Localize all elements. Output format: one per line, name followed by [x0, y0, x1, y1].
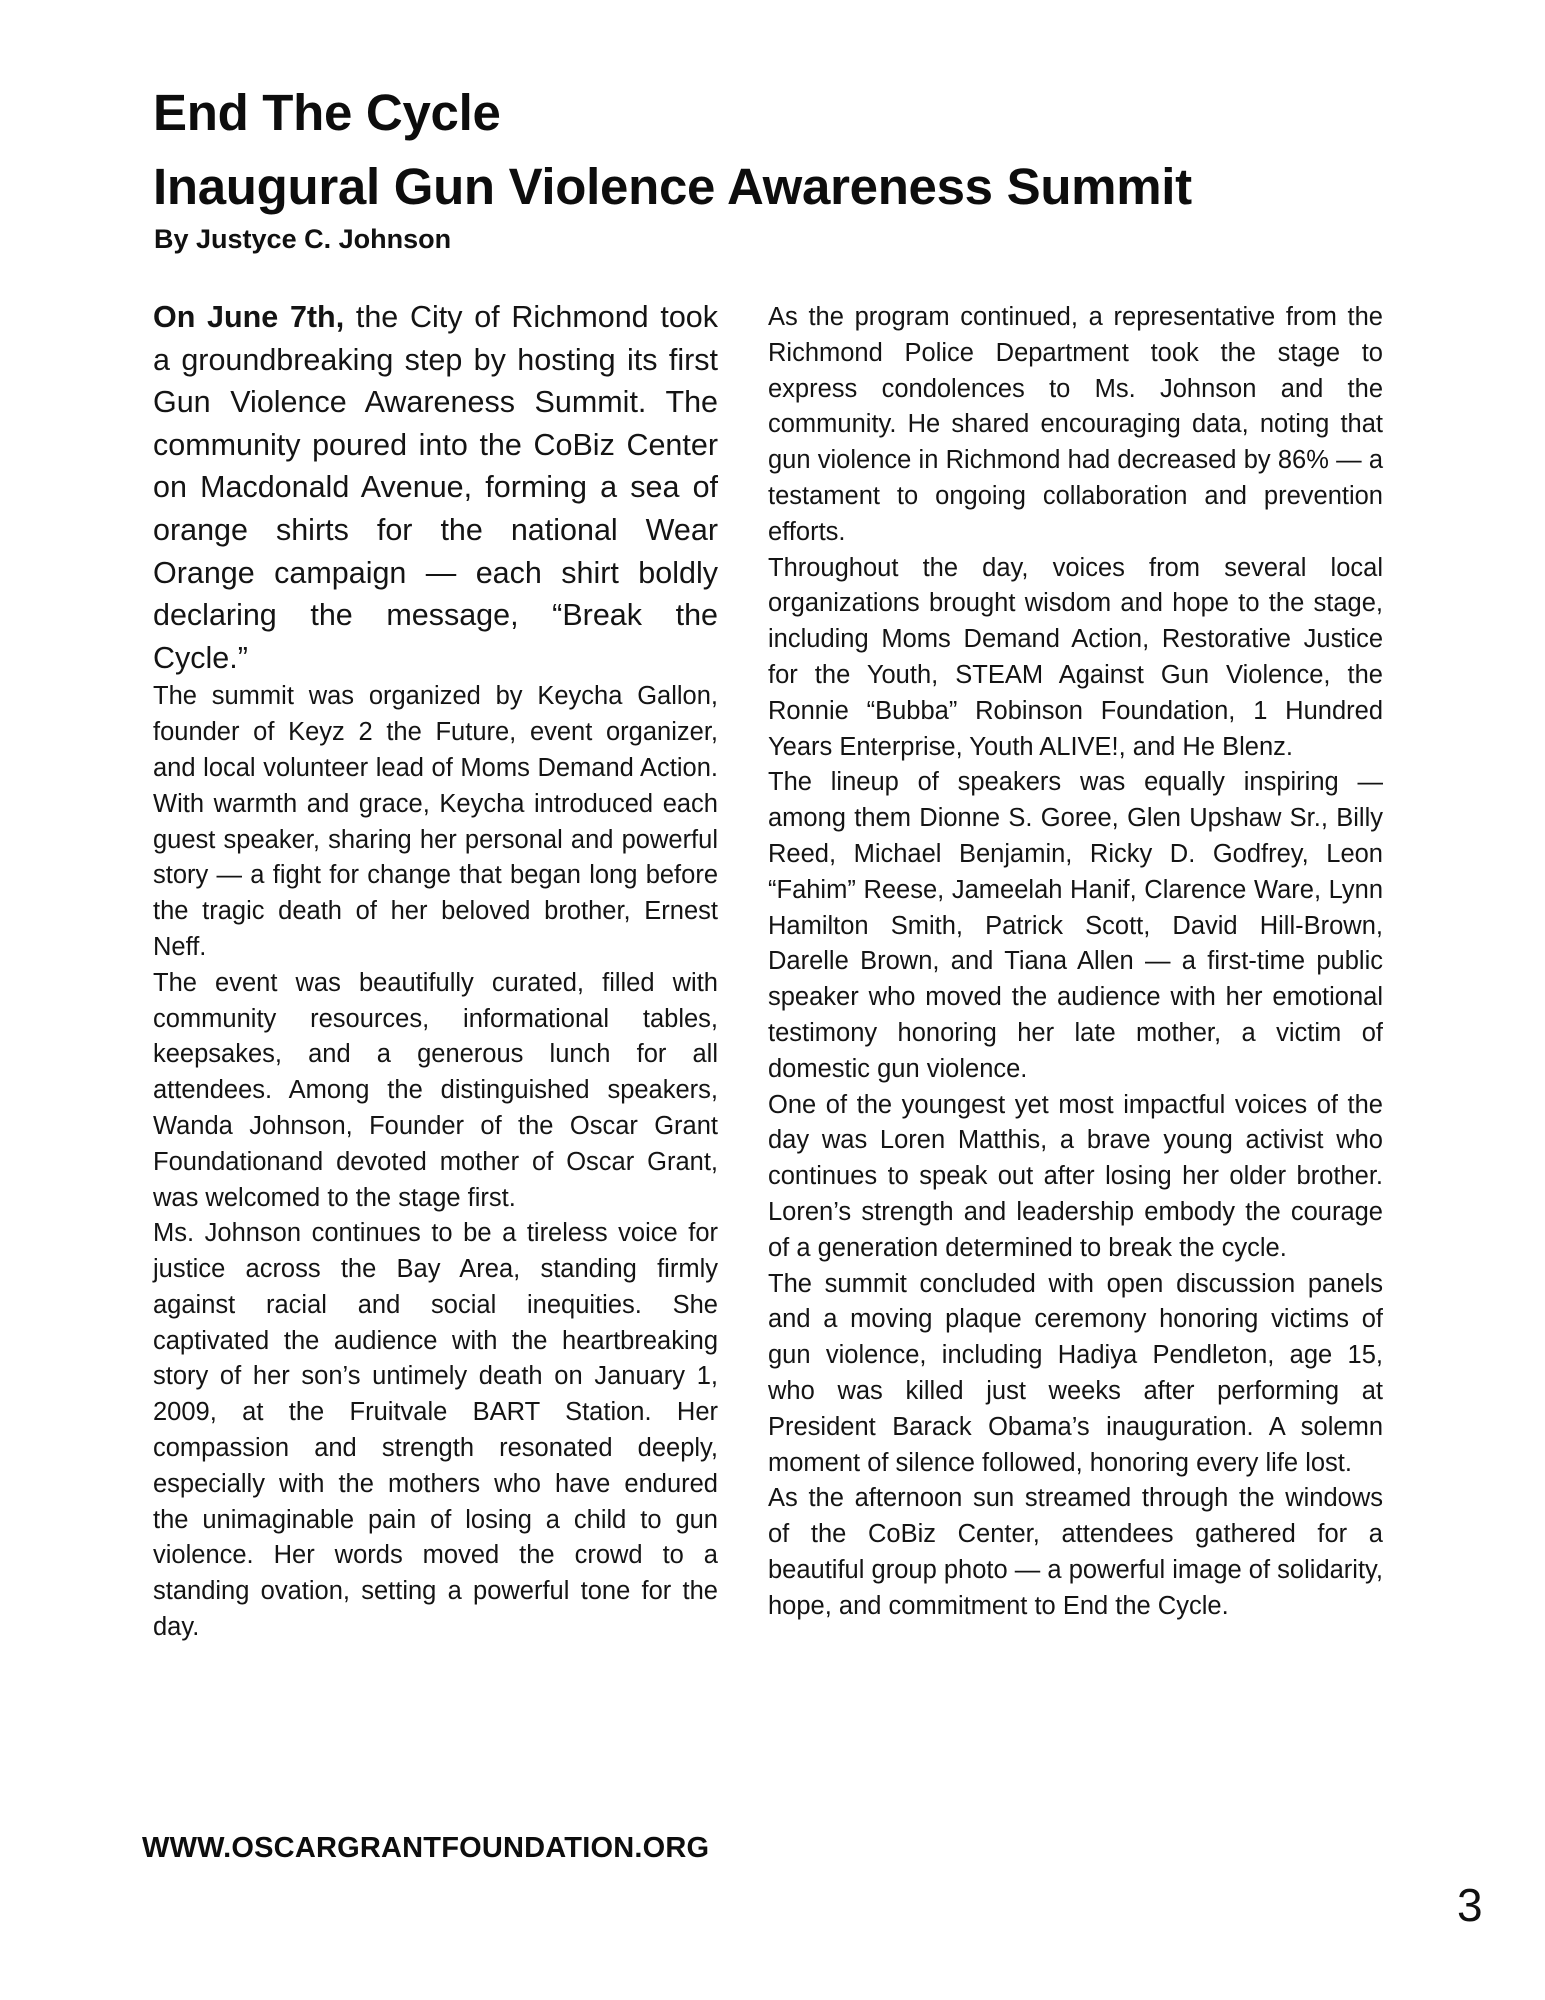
paragraph-loren: One of the youngest yet most impactful voices of the day was Loren Matthis, a brave young activist who continues to speak out after losing her older brother. Loren’s strength and leadership embody the courage of a generation determined to break the cycle. [768, 1090, 1383, 1262]
paragraph-conclusion: The summit concluded with open discussion panels and a moving plaque ceremony honoring victims of gun violence, including Hadiya Pendleton, age 15, who was killed just weeks after performing at President Barack Obama’s inauguration. A solemn moment of silence followed, honoring every life lost. [768, 1269, 1383, 1477]
page-number: 3 [1457, 1879, 1483, 1931]
right-column [768, 300, 1383, 1624]
left-column [153, 296, 718, 1646]
paragraph-organizations: Throughout the day, voices from several local organizations brought wisdom and hope to the stage, including Moms Demand Action, Restorative Justice for the Youth, STEAM Against Gun Violence, the Ronnie “Bubba” Robinson Foundation, 1 Hundred Years Enterprise, Youth ALIVE!, and He Blenz. [768, 553, 1383, 761]
article-title [153, 76, 1192, 224]
lead-text: the City of Richmond took a groundbreaking step by hosting its first Gun Violence Awareness Summit. The community poured into the CoBiz Center on Macdonald Avenue, forming a sea of orange shirts for the national Wear Orange campaign — each shirt boldly declaring the message, “Break the Cycle.” [153, 300, 718, 675]
paragraph-event: The event was beautifully curated, filled with community resources, informational tables, keepsakes, and a generous lunch for all attendees. Among the distinguished speakers, Wanda Johnson, Founder of the Oscar Grant Foundationand devoted mother of Oscar Grant, was welcomed to the stage first. [153, 968, 718, 1212]
byline: By Justyce C. Johnson [154, 224, 452, 254]
paragraph-speakers: The lineup of speakers was equally inspiring — among them Dionne S. Goree, Glen Upshaw Sr., Billy Reed, Michael Benjamin, Ricky D. Godfrey, Leon “Fahim” Reese, Jameelah Hanif, Clarence Ware, Lynn Hamilton Smith, Patrick Scott, David Hill-Brown, Darelle Brown, and Tiana Allen — a first-time public speaker who moved the audience with her emotional testimony honoring her late mother, a victim of domestic gun violence. [768, 768, 1383, 1083]
title-line-2: Inaugural Gun Violence Awareness Summit [153, 158, 1192, 215]
paragraph-group-photo: As the afternoon sun streamed through the windows of the CoBiz Center, attendees gathered for a beautiful group photo — a powerful image of solidarity, hope, and commitment to End the Cycle. [768, 1484, 1383, 1620]
paragraph-organizer: The summit was organized by Keycha Gallon, founder of Keyz 2 the Future, event organizer, and local volunteer lead of Moms Demand Action. With warmth and grace, Keycha introduced each guest speaker, sharing her personal and powerful story — a fight for change that began long before the tragic death of her beloved brother, Ernest Neff. [153, 682, 718, 961]
title-line-1: End The Cycle [153, 84, 501, 141]
paragraph-police: As the program continued, a representative from the Richmond Police Department took the stage to express condolences to Ms. Johnson and the community. He shared encouraging data, noting that gun violence in Richmond had decreased by 86% — a testament to ongoing collaboration and prevention efforts. [768, 303, 1383, 546]
footer-website: WWW.OSCARGRANTFOUNDATION.ORG [142, 1832, 710, 1864]
lead-paragraph [153, 296, 718, 679]
paragraph-ms-johnson: Ms. Johnson continues to be a tireless voice for justice across the Bay Area, standing firmly against racial and social inequities. She captivated the audience with the heartbreaking story of her son’s untimely death on January 1, 2009, at the Fruitvale BART Station. Her compassion and strength resonated deeply, especially with the mothers who have endured the unimaginable pain of losing a child to gun violence. Her words moved the crowd to a standing ovation, setting a powerful tone for the day. [153, 1219, 718, 1642]
lead-dateline: On June 7th, [153, 300, 345, 334]
